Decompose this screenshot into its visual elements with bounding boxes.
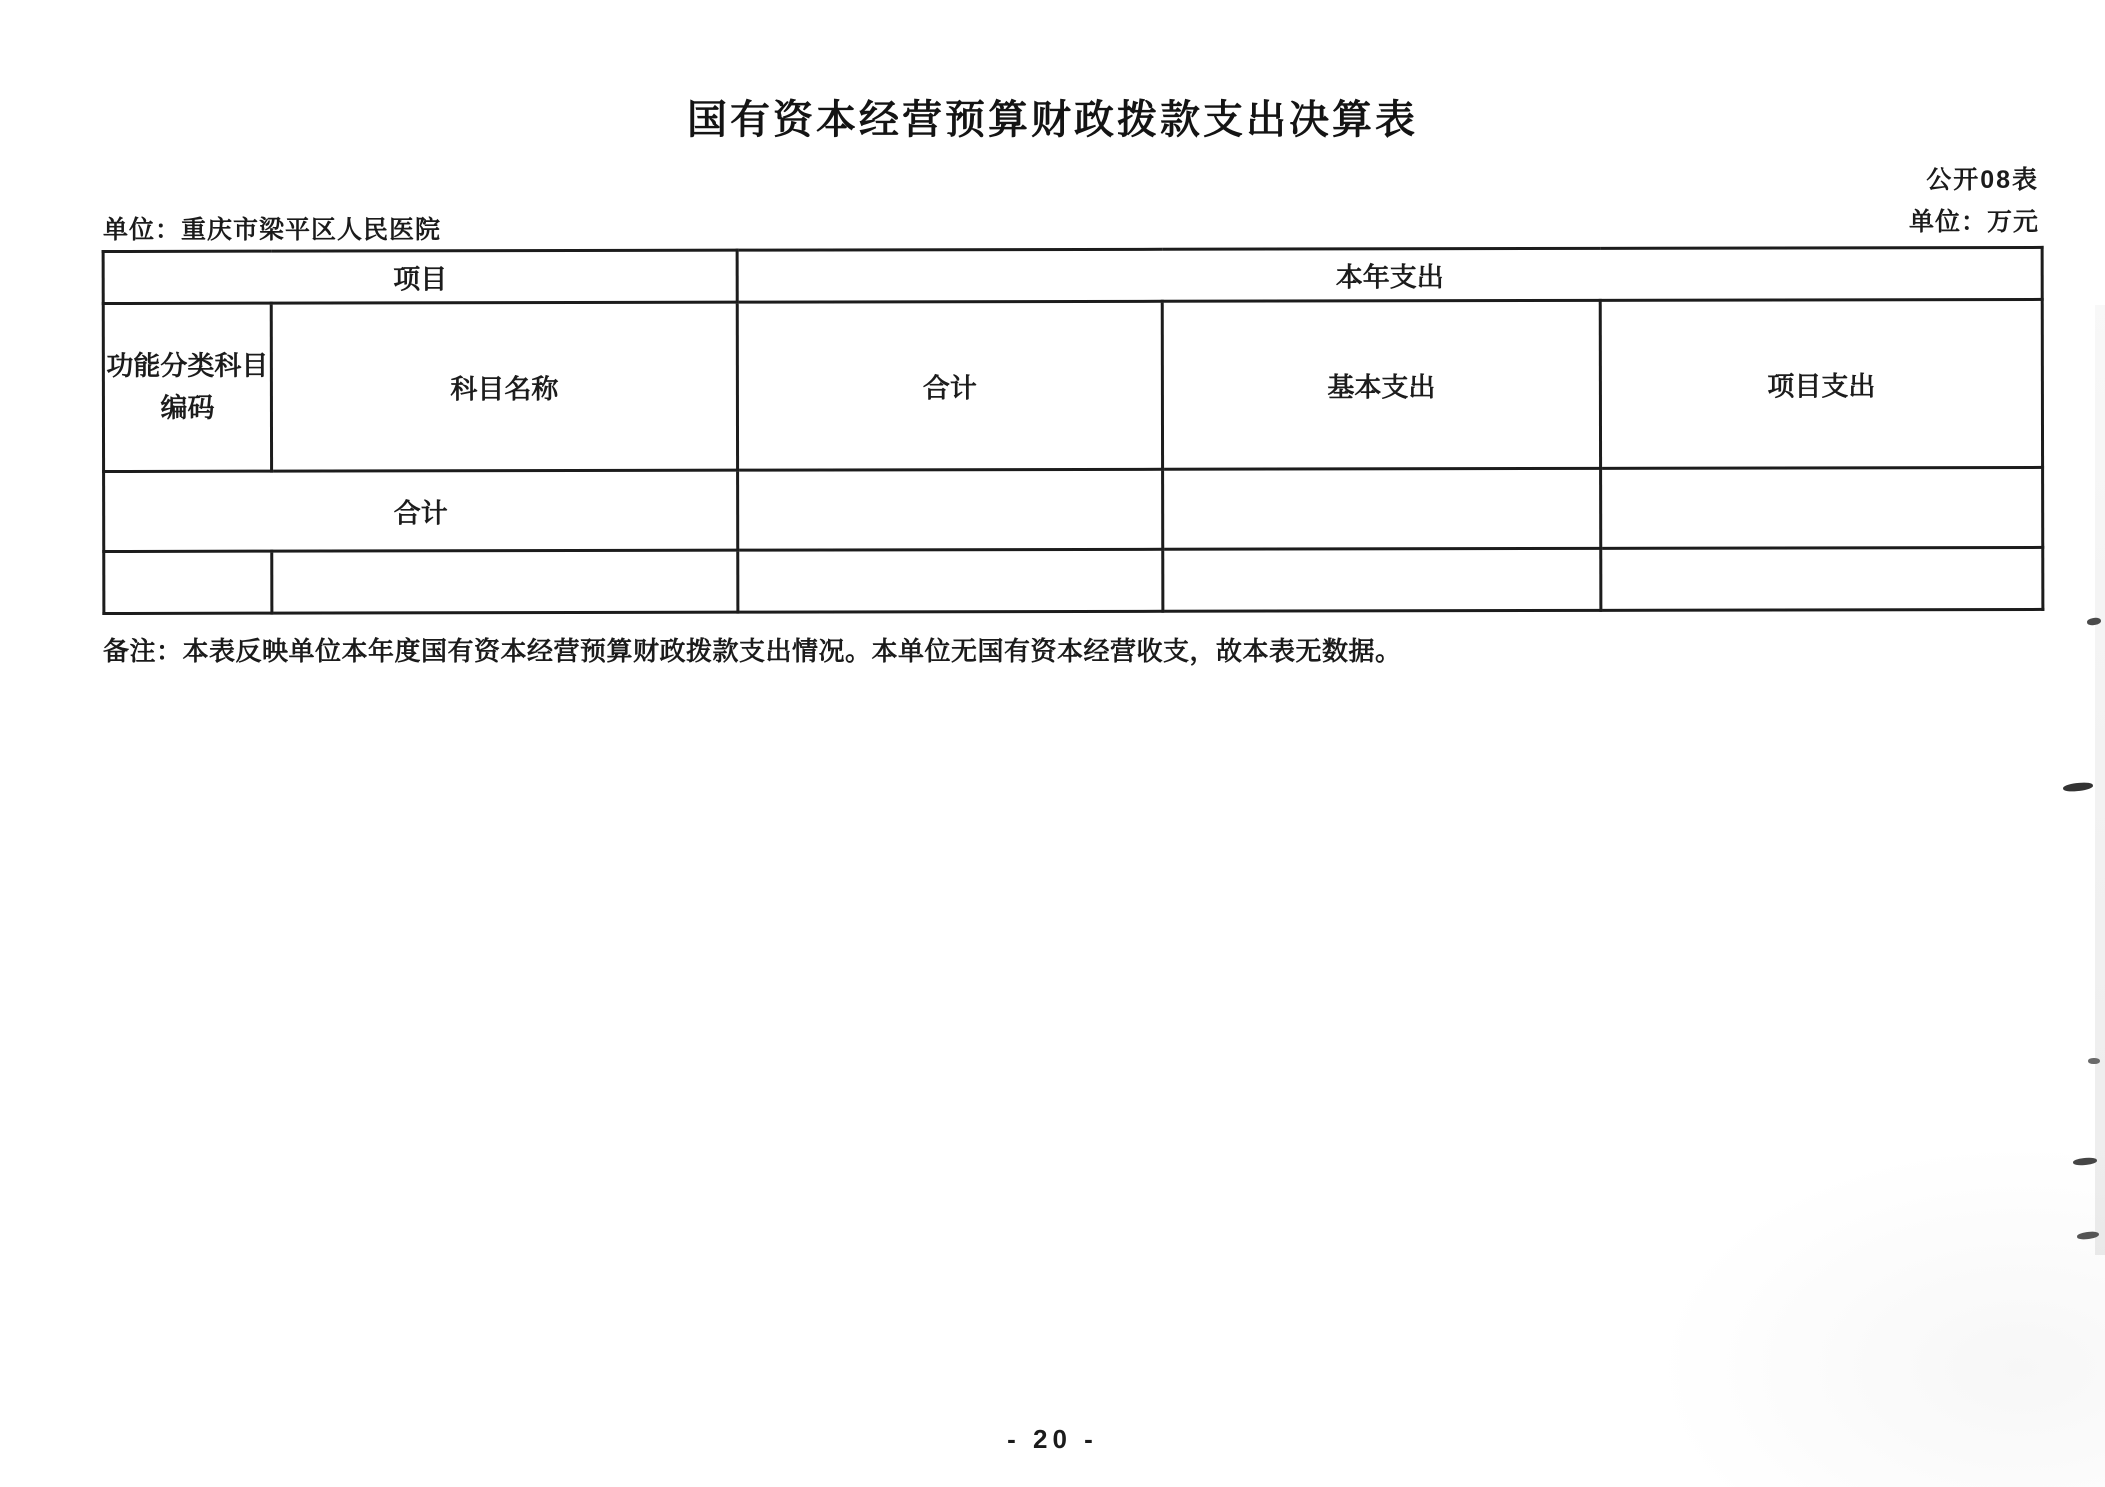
page-title: 国有资本经营预算财政拨款支出决算表 (687, 98, 1418, 142)
table-group-header-row (103, 247, 2042, 303)
group-header-current-year-expenditure: 本年支出 (737, 247, 2042, 302)
column-header-function-code: 功能分类科目 编码 (103, 303, 271, 471)
footnote: 备注：本表反映单位本年度国有资本经营预算财政拨款支出情况。本单位无国有资本经营收支，故本表无数据。 (103, 636, 1402, 666)
empty-row-project-expenditure-cell (1601, 547, 2043, 610)
table-code-label: 公开08表 (1926, 166, 2039, 194)
reporting-unit-label: 单位：重庆市梁平区人民医院 (103, 216, 442, 244)
scan-binding-edge (2095, 305, 2105, 1255)
empty-row-function-code-cell (104, 551, 272, 613)
total-row-label: 合计 (104, 470, 738, 551)
table-empty-row (104, 547, 2043, 613)
column-header-basic-expenditure: 基本支出 (1162, 300, 1600, 469)
total-row-project-expenditure-cell (1601, 467, 2043, 548)
column-header-subject-name: 科目名称 (271, 302, 737, 471)
table-column-header-row (103, 299, 2042, 471)
empty-row-subject-name-cell (272, 550, 738, 613)
column-header-project-expenditure: 项目支出 (1600, 299, 2042, 468)
unit-of-measure-label: 单位：万元 (1908, 208, 2039, 236)
total-row-total-cell (738, 469, 1163, 550)
page-number: - 20 - (1007, 1424, 1098, 1454)
scan-artifact-mark (2073, 1157, 2098, 1166)
total-row-basic-expenditure-cell (1163, 468, 1601, 549)
empty-row-basic-expenditure-cell (1163, 548, 1601, 611)
group-header-project: 项目 (103, 250, 737, 303)
column-header-total: 合计 (737, 301, 1162, 470)
scan-artifact-mark (2088, 1058, 2100, 1064)
empty-row-total-cell (738, 549, 1163, 612)
table-total-row (104, 467, 2043, 551)
budget-table (102, 246, 2045, 615)
scan-artifact-mark (2063, 781, 2094, 792)
